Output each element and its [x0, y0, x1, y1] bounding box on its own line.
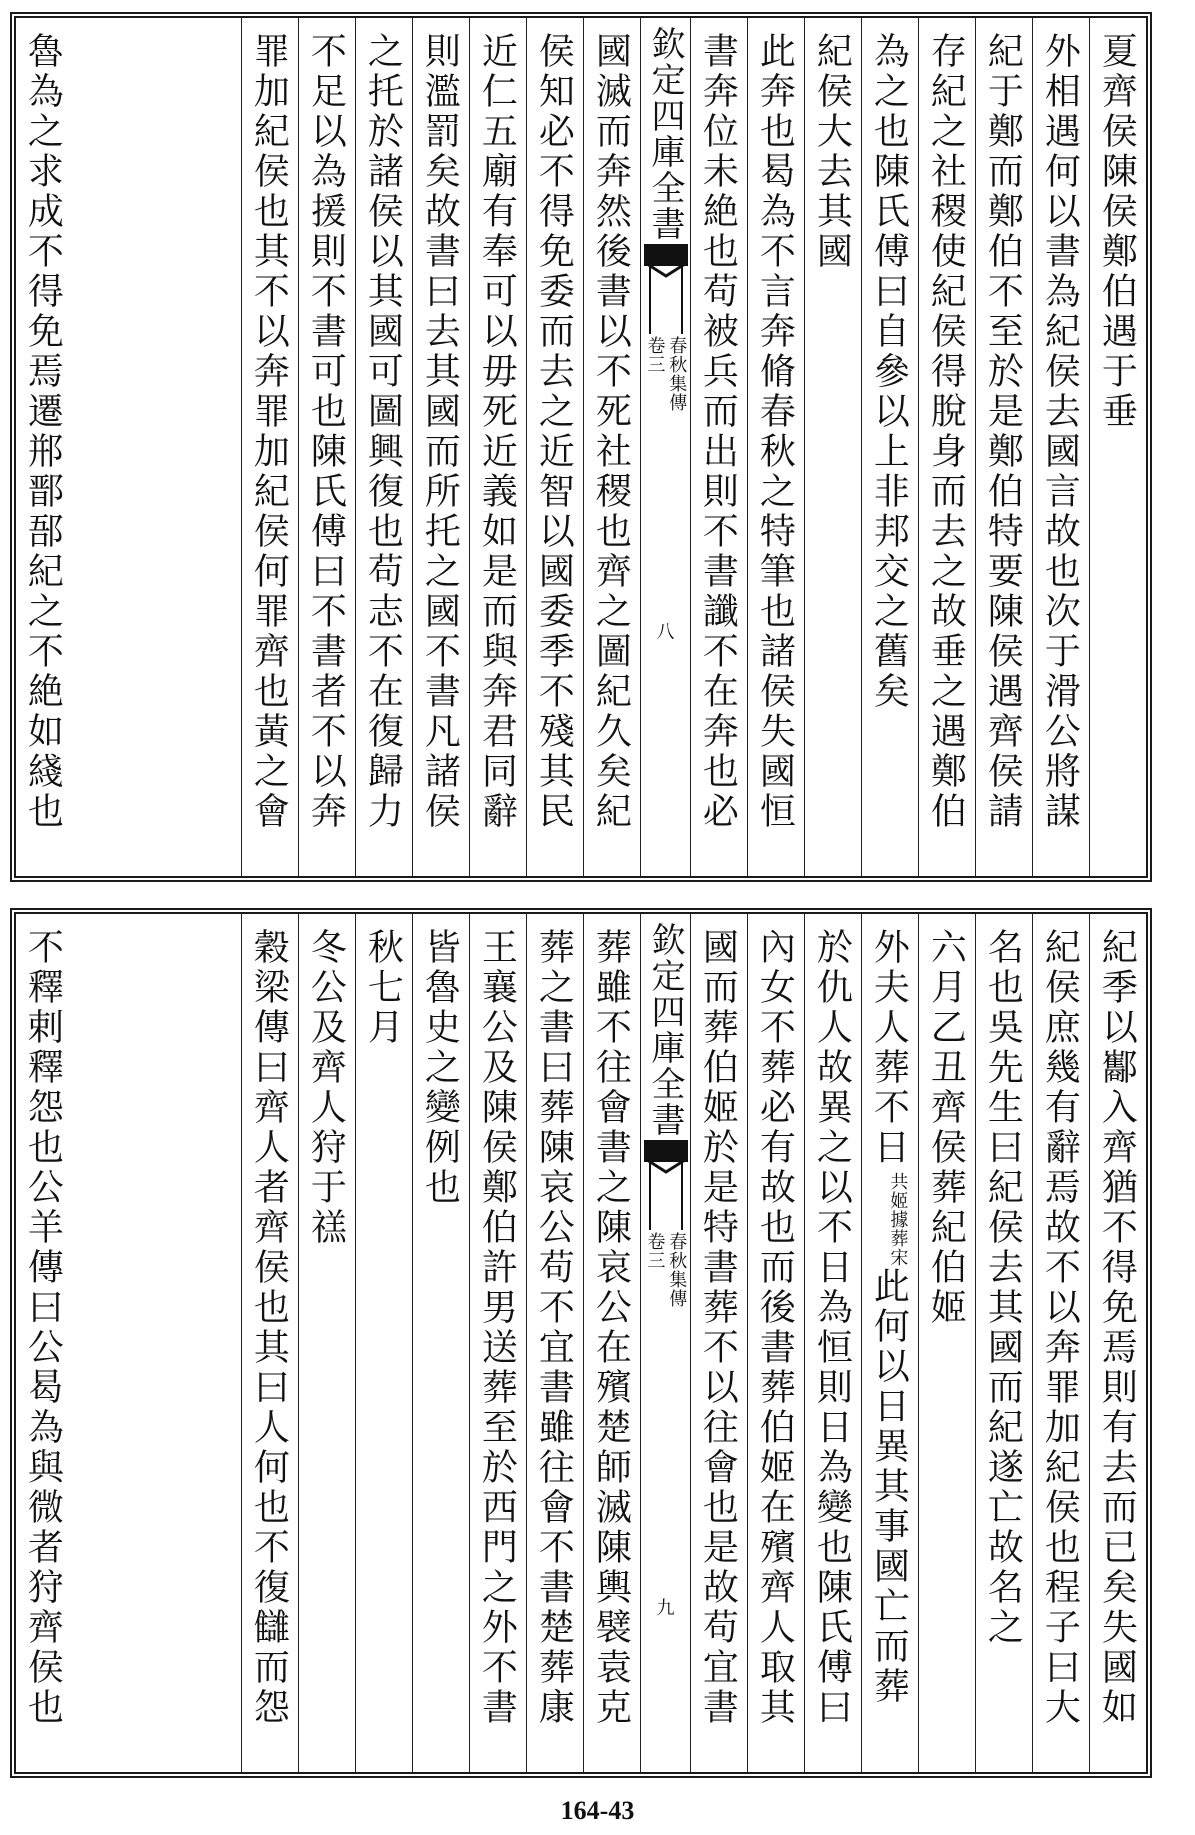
column-text: 書奔位未絶也苟被兵而出則不書讖不在奔也必: [697, 32, 739, 832]
volume-number: 卷三: [644, 336, 666, 374]
text-column: [690, 18, 747, 876]
column-text: 秋七月: [362, 928, 404, 1048]
column-text: 葬之書曰葬陳哀公苟不宜書雖往會不書楚葬康: [533, 928, 575, 1728]
text-column: [241, 914, 298, 1772]
text-column: [747, 914, 804, 1772]
text-column: [1089, 914, 1146, 1772]
column-text: 外相遇何以書為紀侯去國言故也次于滑公將謀: [1039, 32, 1081, 832]
leaf-number: 九: [656, 1598, 675, 1619]
column-text: 王襄公及陳侯鄭伯許男送葬至於西門之外不書: [476, 928, 518, 1728]
column-text: 國而葬伯姬於是特書葬不以往會也是故苟宜書: [697, 928, 739, 1728]
leaf-number: 八: [656, 622, 675, 643]
center-fold-column: [640, 18, 690, 876]
interlinear-note: [886, 1172, 910, 1267]
column-text: 紀于鄭而鄭伯不至於是鄭伯特要陳侯遇齊侯請: [982, 32, 1024, 832]
text-column: [804, 18, 861, 876]
text-column: [861, 18, 918, 876]
column-text: 內女不葬必有故也而後書葬伯姬在殯齊人取其: [754, 928, 796, 1728]
column-text: 近仁五廟有奉可以毋死近義如是而與奔君同辭: [476, 32, 518, 832]
note-line: 共姬: [887, 1172, 909, 1210]
text-column: [918, 18, 975, 876]
column-text: 於仇人故異之以不日為恒則日為變也陳氏傅曰: [811, 928, 853, 1728]
column-text: 罪加紀侯也其不以奔罪加紀侯何罪齊也黃之會: [248, 32, 290, 832]
column-text: 為之也陳氏傅曰自參以上非邦交之舊矣: [868, 32, 910, 712]
column-text: 侯知必不得免委而去之近智以國委季不殘其民: [533, 32, 575, 832]
text-column: [412, 914, 469, 1772]
text-column: [298, 18, 355, 876]
text-column: [583, 914, 640, 1772]
column-text: 此奔也曷為不言奔脩春秋之特筆也諸侯失國恒: [754, 32, 796, 832]
note-line: 據葬宋: [887, 1210, 909, 1267]
text-column: [16, 18, 241, 876]
text-column: [747, 18, 804, 876]
column-text: [862, 914, 915, 1711]
collection-title: 欽定四庫全書: [645, 922, 685, 1138]
column-text: 葬雖不往會書之陳哀公在殯楚師滅陳輿襞袁克: [590, 928, 632, 1728]
upper-page-frame: [10, 12, 1152, 882]
column-text: 紀季以酅入齊猶不得免焉則有去而已矣失國如: [1096, 928, 1138, 1728]
text-column: [412, 18, 469, 876]
main-text-continued: 此何以日異其事國亡而葬: [868, 1267, 910, 1707]
book-title: 春秋集傳: [666, 1232, 688, 1308]
text-column: [1032, 18, 1089, 876]
column-text: 紀侯庶幾有辭焉故不以奔罪加紀侯也程子曰大: [1039, 928, 1081, 1728]
column-text: 夏齊侯陳侯鄭伯遇于垂: [1096, 32, 1138, 432]
page-number: 164-43: [560, 1796, 635, 1825]
column-text: 冬公及齊人狩于禚: [305, 928, 347, 1248]
text-column: [298, 914, 355, 1772]
fish-tail-mark-icon: [644, 1140, 688, 1230]
text-column: [526, 18, 583, 876]
column-text: 穀梁傳曰齊人者齊侯也其曰人何也不復讎而怨: [248, 928, 290, 1728]
text-column: [918, 914, 975, 1772]
column-text: 國滅而奔然後書以不死社稷也齊之圖紀久矣紀: [590, 32, 632, 832]
column-text: 不足以為援則不書可也陳氏傅曰不書者不以奔: [305, 32, 347, 832]
column-text: 不釋剌釋怨也公羊傳曰公曷為與微者狩齊侯也: [22, 928, 64, 1728]
column-text: 之托於諸侯以其國可圖興復也苟志不在復歸力: [362, 32, 404, 832]
text-column: [583, 18, 640, 876]
book-title: 春秋集傳: [666, 336, 688, 412]
lower-page-frame: [10, 908, 1152, 1778]
text-column: [1032, 914, 1089, 1772]
text-column: [469, 914, 526, 1772]
text-column: [690, 914, 747, 1772]
text-column: [469, 18, 526, 876]
collection-title: 欽定四庫全書: [645, 26, 685, 242]
column-text: 魯為之求成不得免焉遷郱鄑郚紀之不絶如綫也: [22, 32, 64, 832]
text-column: [804, 914, 861, 1772]
center-fold-column: [640, 914, 690, 1772]
text-column: [241, 18, 298, 876]
column-text: 皆魯史之變例也: [419, 928, 461, 1208]
column-text: 則濫罰矣故書曰去其國而所托之國不書凡諸侯: [419, 32, 461, 832]
text-column: [16, 914, 241, 1772]
text-column: [526, 914, 583, 1772]
volume-number: 卷三: [644, 1232, 666, 1270]
column-text: 存紀之社稷使紀侯得脫身而去之故垂之遇鄭伯: [925, 32, 967, 832]
text-column: [975, 18, 1032, 876]
fish-tail-mark-icon: [644, 244, 688, 334]
text-column: [355, 18, 412, 876]
text-column: [355, 914, 412, 1772]
main-text: 外夫人葬不日: [868, 928, 910, 1168]
text-column: [1089, 18, 1146, 876]
text-column-with-note: [861, 914, 918, 1772]
column-text: 六月乙丑齊侯葬紀伯姬: [925, 928, 967, 1328]
column-text: 名也吳先生曰紀侯去其國而紀遂亡故名之: [982, 928, 1024, 1648]
text-column: [975, 914, 1032, 1772]
column-text: 紀侯大去其國: [811, 32, 853, 272]
